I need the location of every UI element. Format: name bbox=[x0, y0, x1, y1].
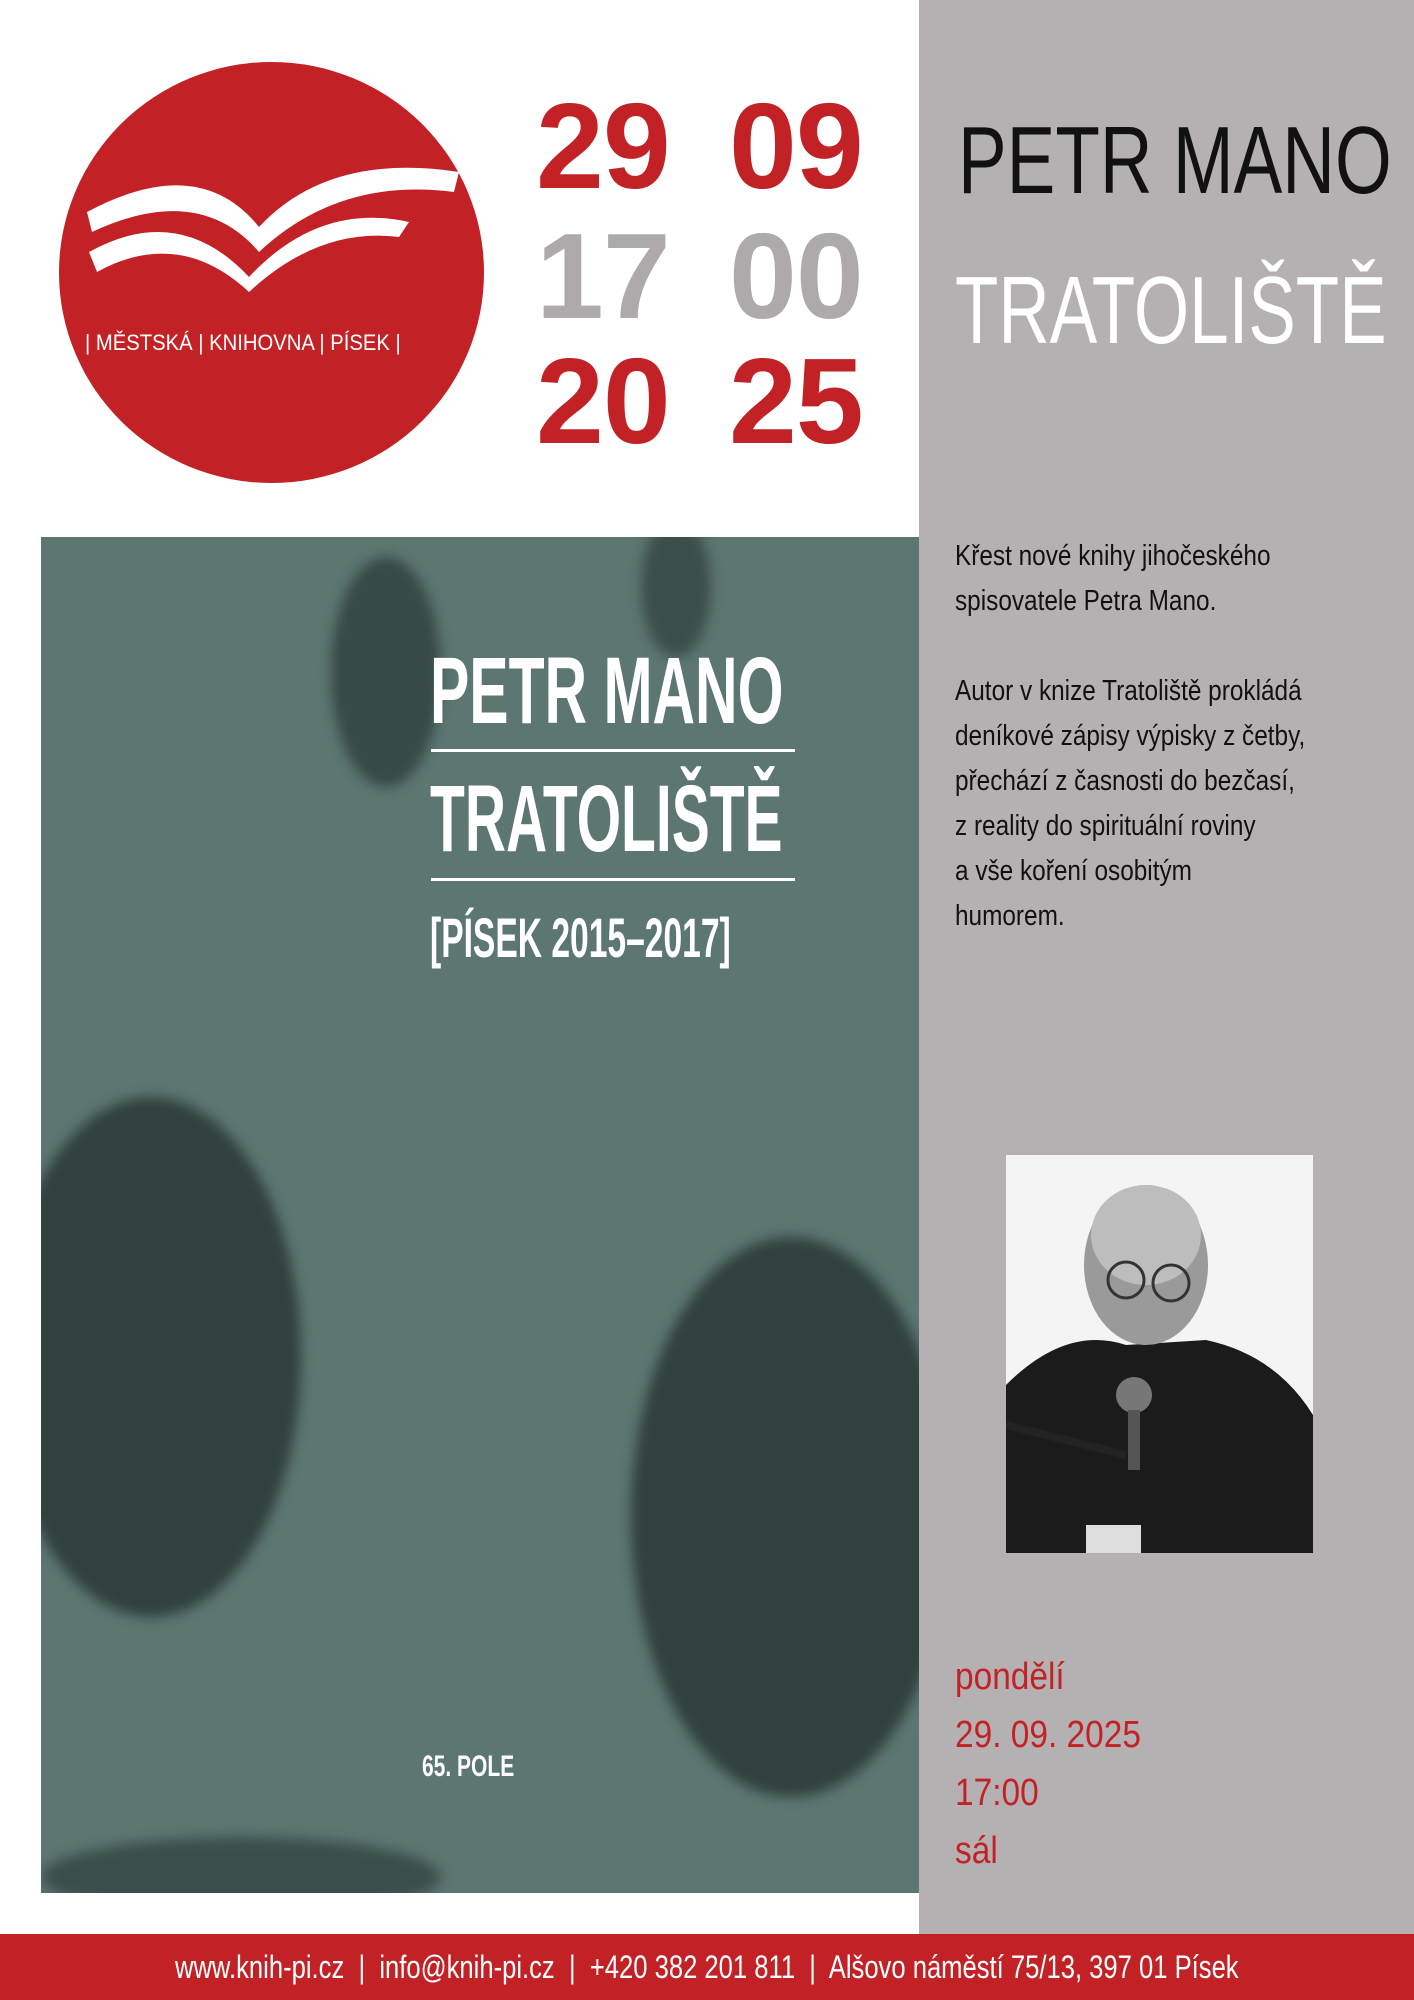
description-line: z reality do spirituální roviny bbox=[955, 810, 1256, 842]
description-line: deníkové zápisy výpisky z četby, bbox=[955, 720, 1306, 752]
description-line: a vše koření osobitým bbox=[955, 855, 1192, 887]
description-line: Autor v knize Tratoliště prokládá bbox=[955, 675, 1302, 707]
description-line: humorem. bbox=[955, 900, 1065, 932]
open-book-icon bbox=[59, 62, 484, 483]
cover-author: PETR MANO bbox=[430, 638, 784, 744]
cover-subtitle: [PÍSEK 2015–2017] bbox=[430, 906, 731, 969]
event-weekday: pondělí bbox=[955, 1656, 1065, 1698]
event-info bbox=[955, 1648, 1166, 1880]
description-line bbox=[955, 624, 1305, 669]
description-line: spisovatele Petra Mano. bbox=[955, 585, 1217, 617]
divider bbox=[431, 749, 795, 752]
date-day: 29 bbox=[536, 78, 670, 214]
description-line: Křest nové knihy jihočeského bbox=[955, 540, 1271, 572]
event-time: 17:00 bbox=[955, 1772, 1039, 1814]
cover-series: 65. POLE bbox=[422, 1750, 515, 1783]
author-photo bbox=[1006, 1155, 1313, 1553]
book-title: TRATOLIŠTĚ bbox=[955, 257, 1387, 364]
library-logo bbox=[59, 62, 484, 483]
time-minute: 00 bbox=[729, 208, 863, 344]
date-month: 09 bbox=[729, 78, 863, 214]
description-line: přechází z časnosti do bezčasí, bbox=[955, 765, 1295, 797]
event-place: sál bbox=[955, 1830, 998, 1872]
description bbox=[955, 534, 1372, 939]
footer bbox=[0, 1934, 1414, 2000]
divider bbox=[431, 878, 795, 881]
year-part-2: 25 bbox=[729, 333, 863, 469]
contact-info: www.knih-pi.cz | info@knih-pi.cz | +420 382 201 811 | Alšovo náměstí 75/13, 397 01 Písek bbox=[175, 1948, 1239, 1985]
time-hour: 17 bbox=[536, 208, 670, 344]
cover-title: TRATOLIŠTĚ bbox=[430, 766, 783, 872]
book-cover bbox=[41, 537, 919, 1893]
author-title: PETR MANO bbox=[958, 107, 1392, 214]
event-date: 29. 09. 2025 bbox=[955, 1714, 1141, 1756]
year-part-1: 20 bbox=[536, 333, 670, 469]
library-name: | MĚSTSKÁ | KNIHOVNA | PÍSEK | bbox=[85, 330, 401, 355]
